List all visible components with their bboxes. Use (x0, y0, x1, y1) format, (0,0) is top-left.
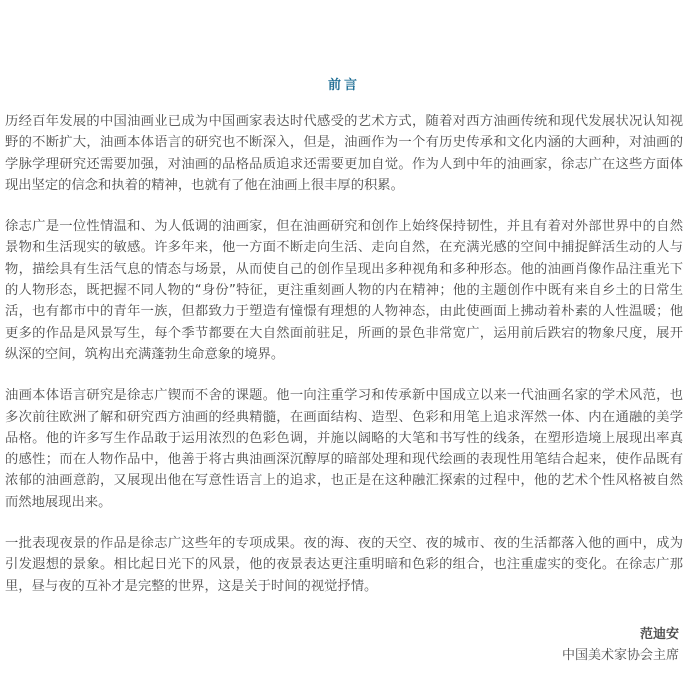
author-name: 范迪安 (639, 627, 679, 642)
paragraph-2: 徐志广是一位性情温和、为人低调的油画家，但在油画研究和创作上始终保持韧性，并且有着对外部世界中的自然景物和生活现实的敏感。许多年来，他一方面不断走向生活、走向自然，在充满光感的空间中捕捉鲜活生动的人与物，描绘具有生活气息的情态与场景，从而使自己的创作呈现出多种视角和多种形态。他的油画肖像作品注重光下的人物形态，既把握不同人物的“身份”特征，更注重刻画人物的内在精神；他的主题创作中既有来自乡土的日常生活，也有都市中的青年一族，但都致力于塑造有憧憬有理想的人物神态，由此使画面上拂动着朴素的人性温暖；他更多的作品是风景写生，每个季节都要在大自然面前驻足，所画的景色非常宽广，运用前后跌宕的物象尺度，展开纵深的空间，筑构出充满蓬勃生命意象的境界。 (5, 219, 683, 362)
paragraph-1: 历经百年发展的中国油画业已成为中国画家表达时代感受的艺术方式，随着对西方油画传统和现代发展状况认知视野的不断扩大，油画本体语言的研究也不断深入，但是，油画作为一个有历史传承和文化内涵的大画种，对油画的学脉学理研究还需要加强，对油画的品格品质追求还需要更加自觉。作为人到中年的油画家，徐志广在这些方面体现出坚定的信念和执着的精神，也就有了他在油画上很丰厚的积累。 (5, 114, 683, 193)
author-title: 中国美术家协会主席 (561, 648, 679, 663)
paragraph-3: 油画本体语言研究是徐志广锲而不舍的课题。他一向注重学习和传承新中国成立以来一代油画名家的学术风范，也多次前往欧洲了解和研究西方油画的经典精髓，在画面结构、造型、色彩和用笔上追求浑然一体、内在通融的美学品格。他的许多写生作品敢于运用浓烈的色彩色调，并施以阔略的大笔和书写性的线条，在塑形造境上展现出率真的感性；而在人物作品中，他善于将古典油画深沉醇厚的暗部处理和现代绘画的表现性用笔结合起来，使作品既有浓郁的油画意韵，又展现出他在写意性语言上的追求，也正是在这种融汇探索的过程中，他的艺术个性风格被自然而然地展现出来。 (5, 388, 683, 510)
paragraph-4: 一批表现夜景的作品是徐志广这些年的专项成果。夜的海、夜的天空、夜的城市、夜的生活都落入他的画中，成为引发遐想的景象。相比起日光下的风景，他的夜景表达更注重明暗和色彩的组合，也注重虚实的变化。在徐志广那里，昼与夜的互补才是完整的世界，这是关于时间的视觉抒情。 (5, 536, 683, 594)
page-title: 前言 (327, 78, 360, 93)
signature-block (562, 624, 679, 666)
